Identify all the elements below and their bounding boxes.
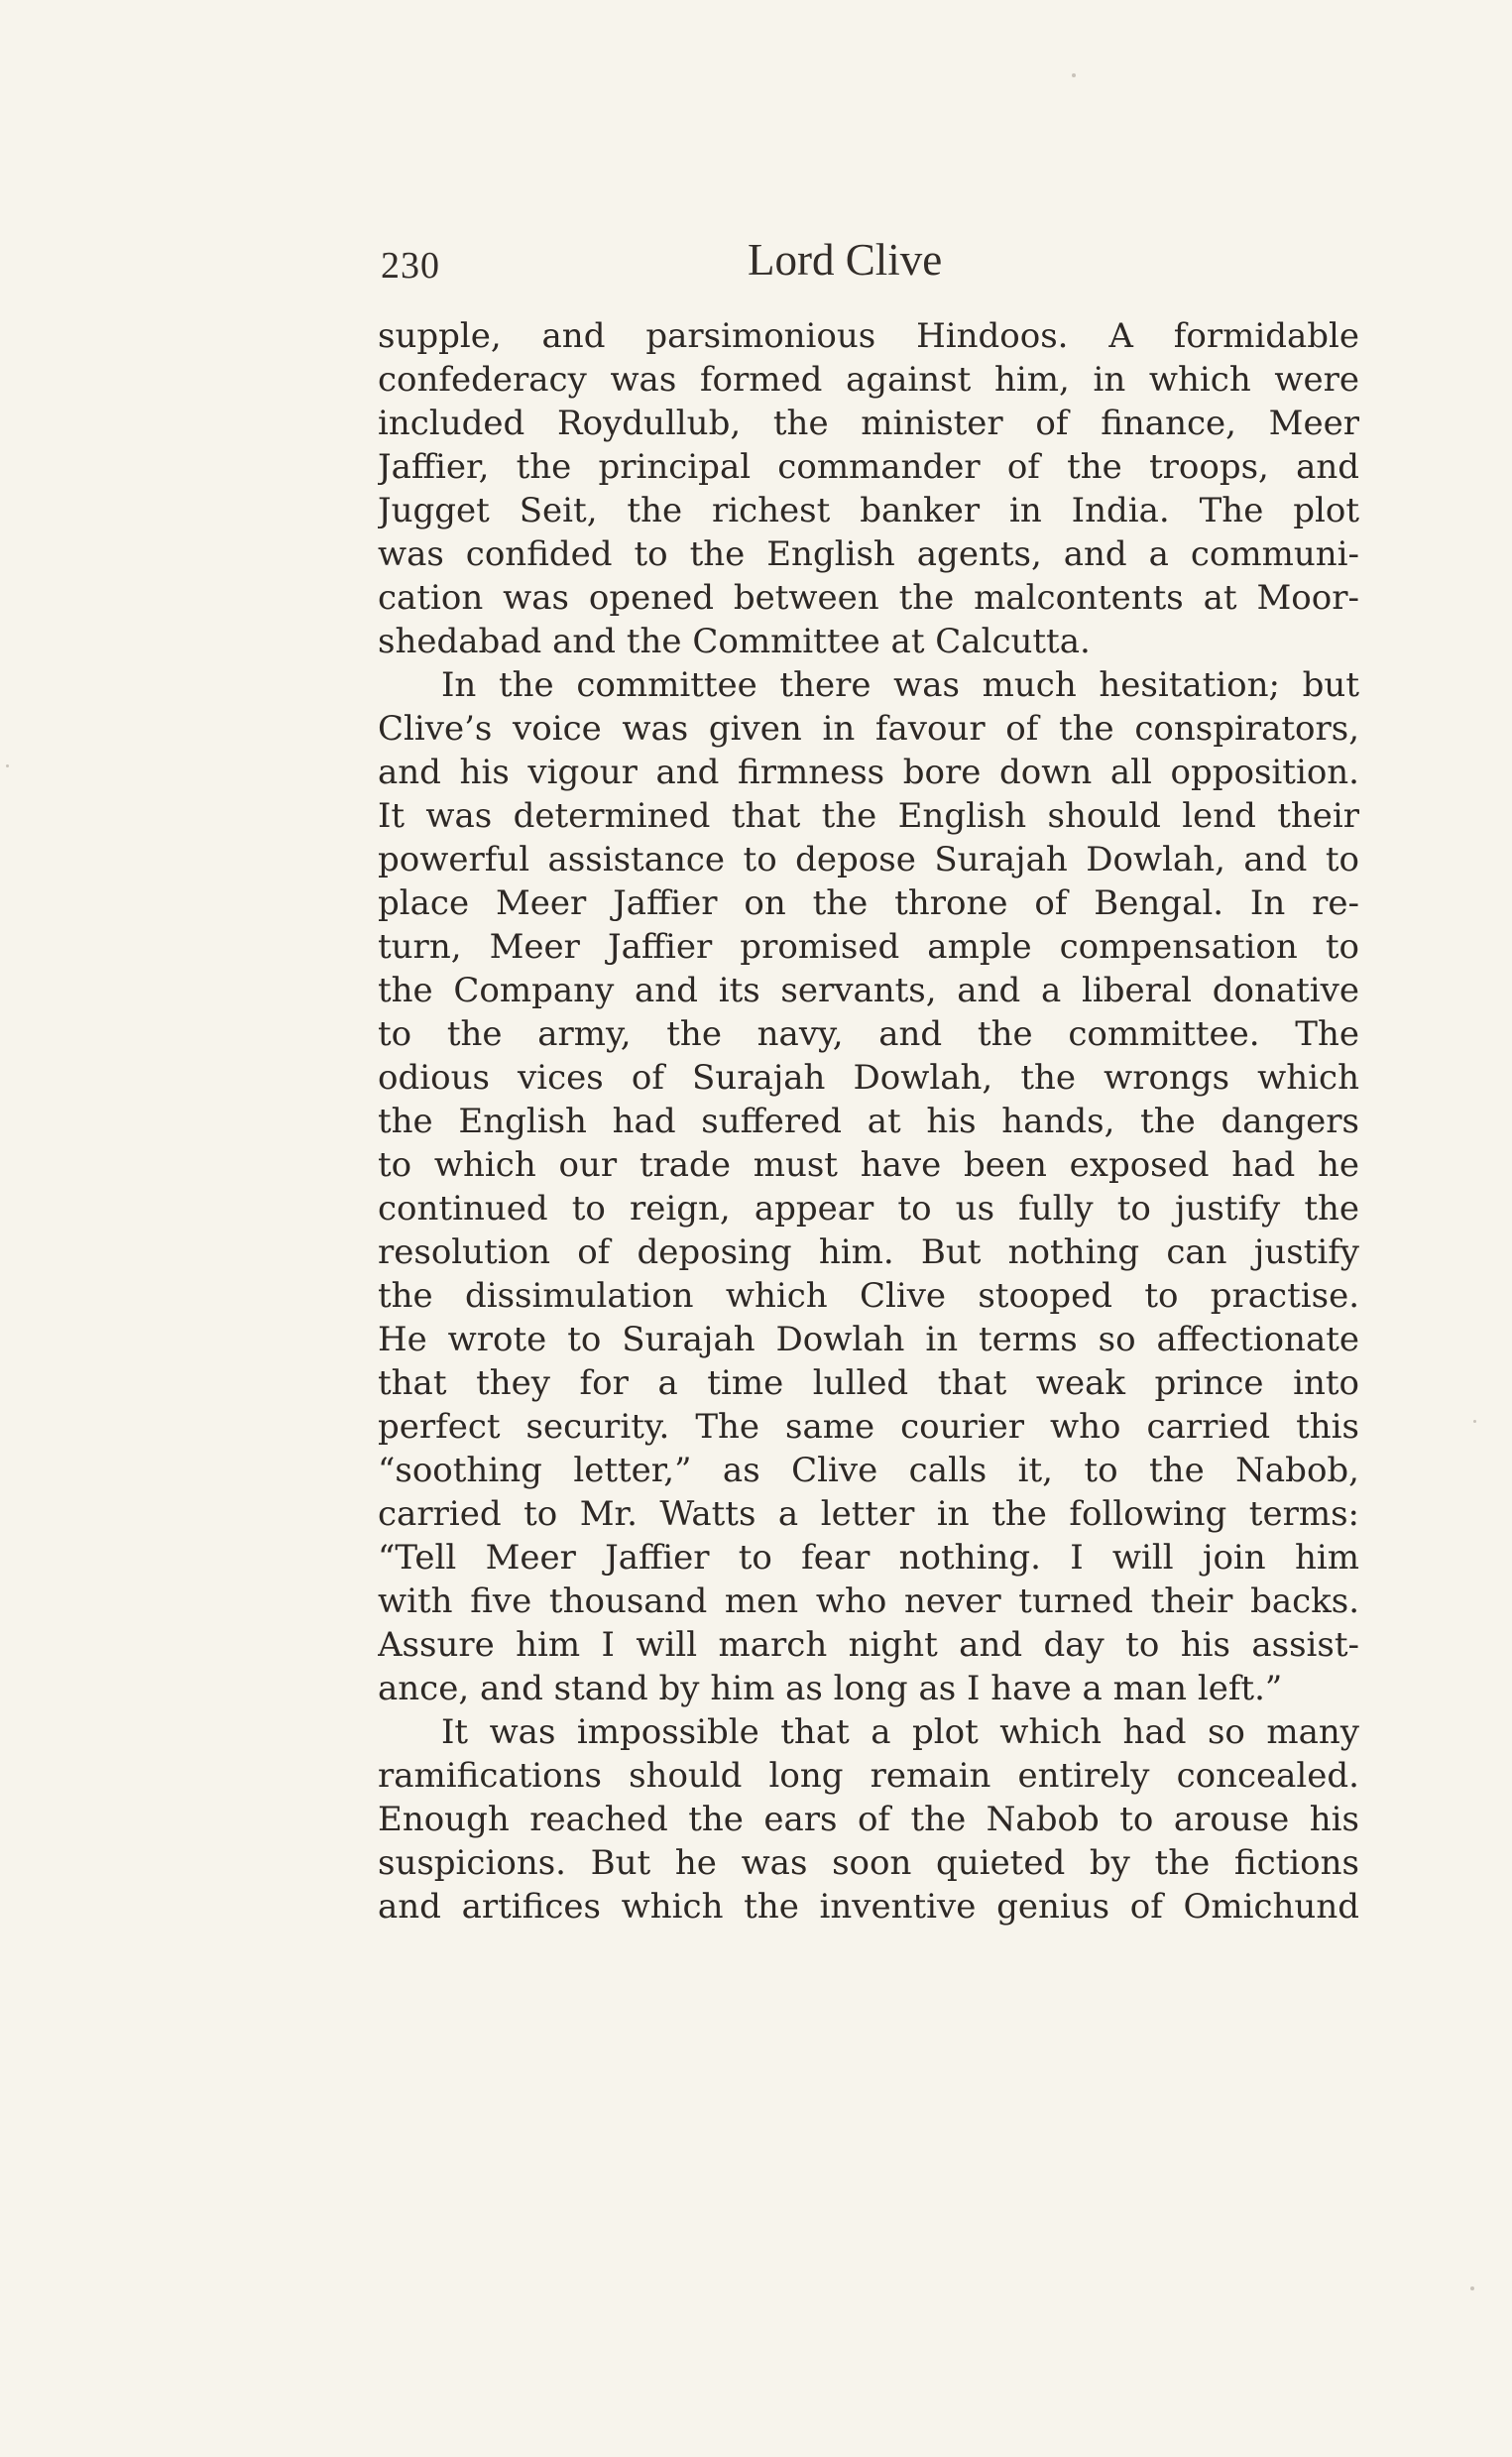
paragraph-start-line: In the committee there was much hesitation; but (441, 665, 1359, 705)
text-line: with five thousand men who never turned their backs. (378, 1581, 1359, 1621)
text-line: resolution of deposing him. But nothing can justify (378, 1232, 1359, 1272)
text-line: included Roydullub, the minister of finance, Meer (378, 404, 1359, 443)
text-line: shedabad and the Committee at Calcutta. (378, 622, 1091, 661)
text-line: to which our trade must have been exposed had he (378, 1145, 1359, 1185)
text-line: turn, Meer Jaffier promised ample compensation to (378, 927, 1359, 967)
text-line: continued to reign, appear to us fully to justify the (378, 1189, 1359, 1228)
paragraph-start-line: It was impossible that a plot which had so many (441, 1712, 1359, 1752)
text-line: supple, and parsimonious Hindoos. A formidable (378, 316, 1359, 356)
text-line: He wrote to Surajah Dowlah in terms so affectionate (378, 1320, 1359, 1359)
text-line: the dissimulation which Clive stooped to practise. (378, 1276, 1359, 1316)
page-number: 230 (381, 245, 440, 287)
text-line: Jugget Seit, the richest banker in India. The plot (378, 491, 1359, 530)
text-line: It was determined that the English should lend their (378, 796, 1359, 836)
text-line: ance, and stand by him as long as I have a man left.” (378, 1669, 1283, 1708)
text-line: the Company and its servants, and a liberal donative (378, 971, 1359, 1010)
text-line: suspicions. But he was soon quieted by the fictions (378, 1843, 1359, 1883)
text-line: odious vices of Surajah Dowlah, the wrongs which (378, 1058, 1359, 1098)
text-line: confederacy was formed against him, in which were (378, 360, 1359, 400)
paper-speck (6, 764, 9, 767)
text-line: Clive’s voice was given in favour of the conspirators, (378, 709, 1359, 749)
text-line: place Meer Jaffier on the throne of Bengal. In re- (378, 883, 1359, 923)
paper-speck (1072, 73, 1076, 77)
text-line: cation was opened between the malcontents at Moor- (378, 578, 1359, 618)
text-line: to the army, the navy, and the committee. The (378, 1014, 1359, 1054)
text-line: was confided to the English agents, and a communi- (378, 534, 1359, 574)
paper-speck (1473, 1420, 1476, 1423)
text-line: carried to Mr. Watts a letter in the following terms: (378, 1494, 1359, 1534)
text-line: powerful assistance to depose Surajah Dowlah, and to (378, 840, 1359, 879)
text-line: the English had suffered at his hands, the dangers (378, 1102, 1359, 1141)
running-title: Lord Clive (748, 235, 943, 285)
text-line: perfect security. The same courier who carried this (378, 1407, 1359, 1447)
text-line: and artifices which the inventive genius of Omichund (378, 1887, 1359, 1927)
paper-speck (1470, 2286, 1474, 2290)
text-line: ramifications should long remain entirely concealed. (378, 1756, 1359, 1796)
text-line: Jaffier, the principal commander of the troops, and (378, 447, 1359, 487)
text-line: “Tell Meer Jaffier to fear nothing. I will join him (378, 1538, 1359, 1578)
text-line: Assure him I will march night and day to his assist- (378, 1625, 1359, 1665)
text-line: that they for a time lulled that weak prince into (378, 1363, 1359, 1403)
text-line: and his vigour and firmness bore down all opposition. (378, 753, 1359, 792)
body-text (378, 314, 1359, 1929)
text-line: Enough reached the ears of the Nabob to arouse his (378, 1800, 1359, 1839)
text-line: “soothing letter,” as Clive calls it, to the Nabob, (378, 1451, 1359, 1490)
page-header (381, 234, 1362, 293)
